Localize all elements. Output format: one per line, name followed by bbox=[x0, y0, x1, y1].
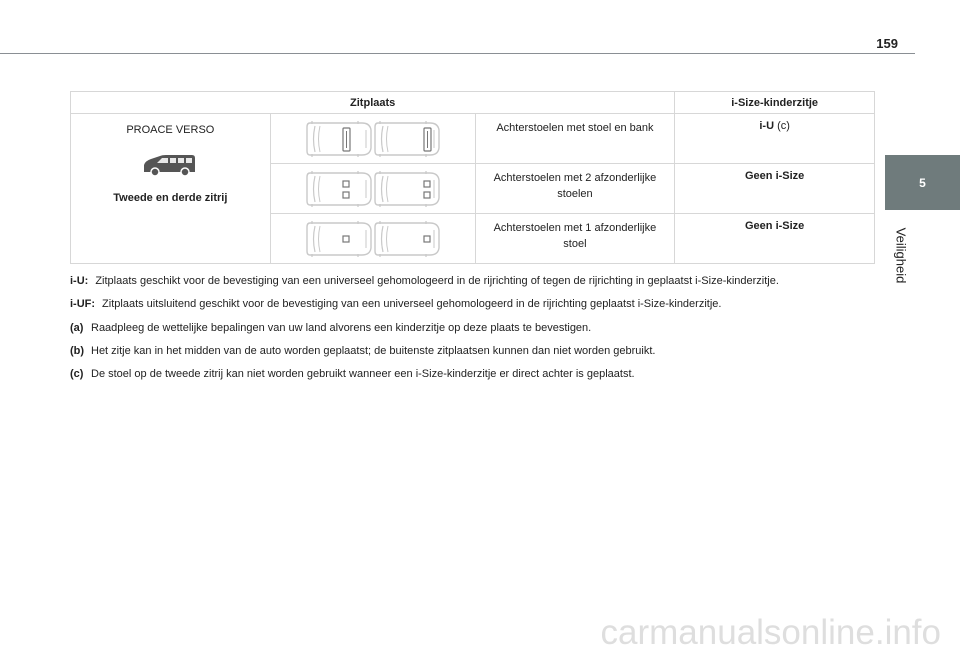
row-description: Achterstoelen met 2 afzonderlijke stoelen bbox=[475, 164, 675, 214]
footnotes bbox=[70, 274, 890, 390]
bench-seat-diagram bbox=[270, 114, 475, 164]
svg-text:carmanualsonline.info: carmanualsonline.info bbox=[600, 613, 941, 649]
footnote-text: Zitplaats geschikt voor de bevestiging van een universeel gehomologeerd in de rijrichting of tegen de rijrichting in geplaatst i-Size-kinderzitje. bbox=[95, 275, 779, 287]
footnote bbox=[70, 297, 890, 311]
footnote-text: Het zitje kan in het midden van de auto worden geplaatst; de buitenste zitplaatsen kunnen dan niet worden gebruikt. bbox=[91, 344, 656, 357]
header-isize: i-Size-kinderzitje bbox=[675, 92, 875, 114]
footnote-key: i-U: bbox=[70, 275, 89, 287]
result-value: Geen i-Size bbox=[745, 170, 805, 182]
page-number: 159 bbox=[876, 36, 898, 51]
van-icon bbox=[142, 152, 198, 178]
footnote-key: (a) bbox=[70, 321, 84, 334]
vehicle-name: PROACE VERSO bbox=[126, 124, 215, 136]
footnote-key: i-UF: bbox=[70, 298, 96, 311]
footnote-key: (c) bbox=[70, 368, 84, 381]
one-seat-diagram bbox=[270, 214, 475, 264]
chapter-number: 5 bbox=[919, 175, 926, 190]
watermark bbox=[345, 608, 945, 649]
row-label: Tweede en derde zitrij bbox=[113, 192, 228, 204]
footnote-text: Zitplaats uitsluitend geschikt voor de bevestiging van een universeel gehomologeerd in de rijrichting geplaatst i-Size-kinderzitje. bbox=[102, 298, 722, 311]
two-seat-diagram bbox=[270, 164, 475, 214]
vehicle-cell bbox=[71, 114, 271, 264]
header-seat: Zitplaats bbox=[71, 92, 675, 114]
chapter-title: Veiligheid bbox=[893, 227, 909, 283]
footnote bbox=[70, 344, 890, 358]
result-note: (c) bbox=[777, 120, 790, 132]
row-result bbox=[675, 164, 875, 214]
top-rule bbox=[0, 53, 915, 54]
row-result bbox=[675, 114, 875, 164]
footnote bbox=[70, 321, 890, 335]
footnote-text: De stoel op de tweede zitrij kan niet worden gebruikt wanneer een i-Size-kinderzitje er direct achter is geplaatst. bbox=[91, 368, 635, 381]
footnote bbox=[70, 274, 890, 288]
seat-table bbox=[70, 91, 875, 264]
footnote-key: (b) bbox=[70, 344, 85, 357]
row-description: Achterstoelen met 1 afzonderlijke stoel bbox=[475, 214, 675, 264]
result-value: Geen i-Size bbox=[745, 220, 805, 232]
result-value: i-U bbox=[759, 120, 775, 132]
row-description: Achterstoelen met stoel en bank bbox=[475, 114, 675, 164]
row-result bbox=[675, 214, 875, 264]
footnote-text: Raadpleeg de wettelijke bepalingen van uw land alvorens een kinderzitje op deze plaats te bevestigen. bbox=[91, 321, 592, 334]
footnote bbox=[70, 367, 890, 381]
chapter-tab[interactable] bbox=[885, 155, 960, 210]
